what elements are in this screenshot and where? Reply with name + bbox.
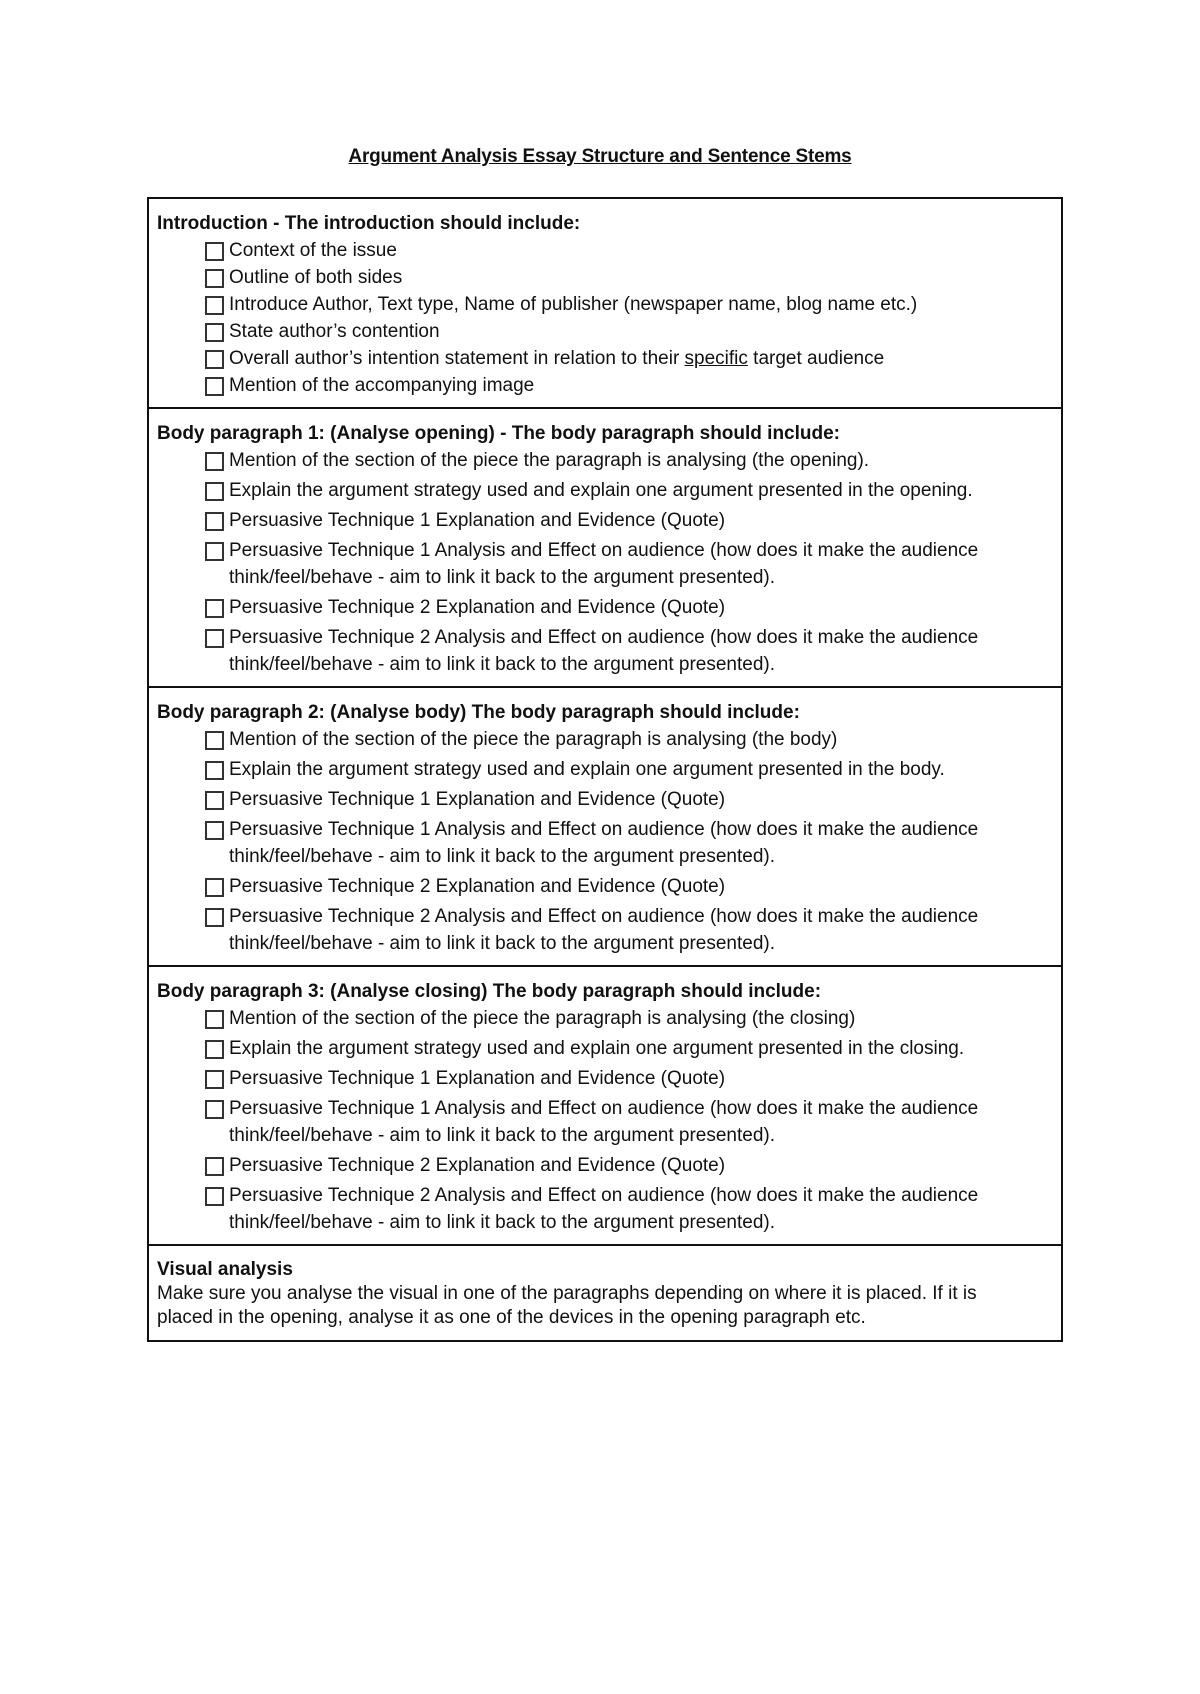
checkbox[interactable] bbox=[205, 452, 224, 471]
list-item: Mention of the section of the piece the paragraph is analysing (the opening). bbox=[157, 447, 1053, 474]
introduction-section bbox=[149, 199, 1061, 407]
list-item: State author’s contention bbox=[157, 318, 1053, 345]
checkbox[interactable] bbox=[205, 908, 224, 927]
list-item: Overall author’s intention statement in relation to their specific target audience bbox=[157, 345, 1053, 372]
checklist-table bbox=[147, 197, 1063, 1342]
body-paragraph-1-heading: Body paragraph 1: (Analyse opening) - The body paragraph should include: bbox=[157, 423, 841, 444]
checkbox[interactable] bbox=[205, 377, 224, 396]
body-paragraph-3-checklist bbox=[157, 1005, 1053, 1236]
checkbox[interactable] bbox=[205, 821, 224, 840]
list-item: Explain the argument strategy used and explain one argument presented in the closing. bbox=[157, 1035, 1053, 1062]
list-item: Explain the argument strategy used and explain one argument presented in the opening. bbox=[157, 477, 1053, 504]
list-item: Persuasive Technique 1 Analysis and Effect on audience (how does it make the audience think/feel/behave - aim to link it back to the argument presented). bbox=[157, 1095, 1053, 1149]
visual-analysis-section bbox=[149, 1244, 1061, 1340]
list-item: Mention of the section of the piece the paragraph is analysing (the closing) bbox=[157, 1005, 1053, 1032]
body-paragraph-2-checklist bbox=[157, 726, 1053, 957]
body-paragraph-2-section bbox=[149, 686, 1061, 965]
checkbox[interactable] bbox=[205, 629, 224, 648]
checkbox[interactable] bbox=[205, 1010, 224, 1029]
checkbox[interactable] bbox=[205, 1040, 224, 1059]
checkbox[interactable] bbox=[205, 1100, 224, 1119]
checkbox[interactable] bbox=[205, 269, 224, 288]
checkbox[interactable] bbox=[205, 296, 224, 315]
checkbox[interactable] bbox=[205, 242, 224, 261]
checkbox[interactable] bbox=[205, 512, 224, 531]
list-item: Context of the issue bbox=[157, 237, 1053, 264]
list-item: Persuasive Technique 2 Explanation and Evidence (Quote) bbox=[157, 1152, 1053, 1179]
list-item: Persuasive Technique 2 Explanation and Evidence (Quote) bbox=[157, 873, 1053, 900]
list-item: Explain the argument strategy used and explain one argument presented in the body. bbox=[157, 756, 1053, 783]
checkbox[interactable] bbox=[205, 323, 224, 342]
body-paragraph-1-section bbox=[149, 407, 1061, 686]
visual-analysis-body: Make sure you analyse the visual in one of the paragraphs depending on where it is placed. If it is placed in the opening, analyse it as one of the devices in the opening paragraph etc. bbox=[157, 1283, 977, 1328]
list-item: Persuasive Technique 2 Analysis and Effect on audience (how does it make the audience think/feel/behave - aim to link it back to the argument presented). bbox=[157, 903, 1053, 957]
list-item: Persuasive Technique 1 Analysis and Effect on audience (how does it make the audience think/feel/behave - aim to link it back to the argument presented). bbox=[157, 537, 1053, 591]
introduction-checklist bbox=[157, 237, 1053, 399]
checkbox[interactable] bbox=[205, 878, 224, 897]
checkbox[interactable] bbox=[205, 791, 224, 810]
body-paragraph-1-checklist bbox=[157, 447, 1053, 678]
checkbox[interactable] bbox=[205, 731, 224, 750]
checkbox[interactable] bbox=[205, 482, 224, 501]
document-title: Argument Analysis Essay Structure and Sentence Stems bbox=[348, 146, 852, 167]
body-paragraph-3-section bbox=[149, 965, 1061, 1244]
list-item: Persuasive Technique 1 Explanation and Evidence (Quote) bbox=[157, 507, 1053, 534]
list-item: Mention of the accompanying image bbox=[157, 372, 1053, 399]
checkbox[interactable] bbox=[205, 1187, 224, 1206]
underlined-word: specific bbox=[684, 348, 748, 369]
checkbox[interactable] bbox=[205, 350, 224, 369]
list-item: Persuasive Technique 1 Explanation and Evidence (Quote) bbox=[157, 786, 1053, 813]
introduction-heading: Introduction - The introduction should include: bbox=[157, 213, 581, 234]
list-item: Outline of both sides bbox=[157, 264, 1053, 291]
list-item: Persuasive Technique 2 Analysis and Effect on audience (how does it make the audience think/feel/behave - aim to link it back to the argument presented). bbox=[157, 1182, 1053, 1236]
checkbox[interactable] bbox=[205, 1157, 224, 1176]
list-item: Persuasive Technique 1 Explanation and Evidence (Quote) bbox=[157, 1065, 1053, 1092]
checkbox[interactable] bbox=[205, 761, 224, 780]
list-item: Persuasive Technique 2 Explanation and Evidence (Quote) bbox=[157, 594, 1053, 621]
list-item: Persuasive Technique 2 Analysis and Effect on audience (how does it make the audience think/feel/behave - aim to link it back to the argument presented). bbox=[157, 624, 1053, 678]
body-paragraph-3-heading: Body paragraph 3: (Analyse closing) The body paragraph should include: bbox=[157, 981, 822, 1002]
list-item: Mention of the section of the piece the paragraph is analysing (the body) bbox=[157, 726, 1053, 753]
checkbox[interactable] bbox=[205, 1070, 224, 1089]
checkbox[interactable] bbox=[205, 599, 224, 618]
visual-analysis-heading: Visual analysis bbox=[157, 1259, 293, 1280]
list-item: Persuasive Technique 1 Analysis and Effect on audience (how does it make the audience think/feel/behave - aim to link it back to the argument presented). bbox=[157, 816, 1053, 870]
checkbox[interactable] bbox=[205, 542, 224, 561]
body-paragraph-2-heading: Body paragraph 2: (Analyse body) The body paragraph should include: bbox=[157, 702, 800, 723]
list-item: Introduce Author, Text type, Name of publisher (newspaper name, blog name etc.) bbox=[157, 291, 1053, 318]
